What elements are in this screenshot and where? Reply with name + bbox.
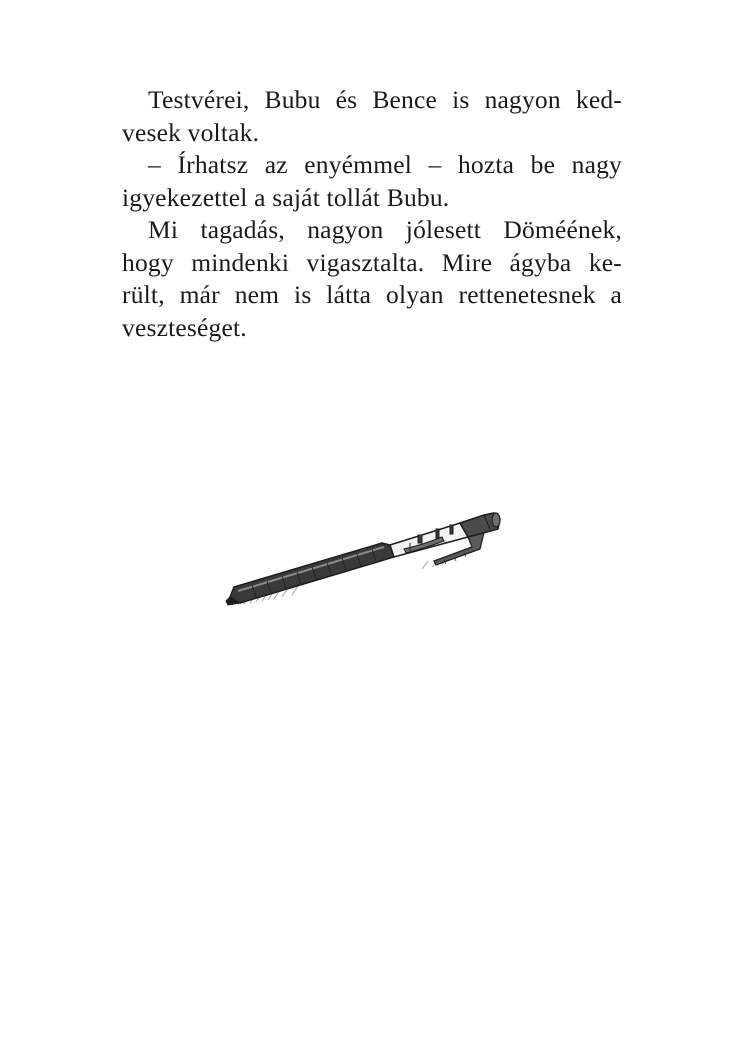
text-line: veszteséget. [122, 312, 247, 342]
text-line: hogy mindenki vigasztalta. Mire ágyba ke- [122, 247, 622, 277]
text-line: igyekezettel a saját tollát Bubu. [122, 182, 450, 212]
text-line: vesek voltak. [122, 117, 260, 147]
text-line: – Írhatsz az enyémmel – hozta be nagy [148, 150, 622, 179]
page-text [122, 84, 622, 344]
pen-icon [222, 505, 507, 615]
text-line: rült, már nem is látta olyan rettenetesnek a [122, 280, 622, 309]
pen-window [390, 523, 468, 557]
text-line: Testvérei, Bubu és Bence is nagyon ked- [148, 85, 622, 114]
fountain-pen-illustration [222, 505, 507, 615]
text-line: Mi tagadás, nagyon jólesett Döméének, [148, 215, 622, 244]
